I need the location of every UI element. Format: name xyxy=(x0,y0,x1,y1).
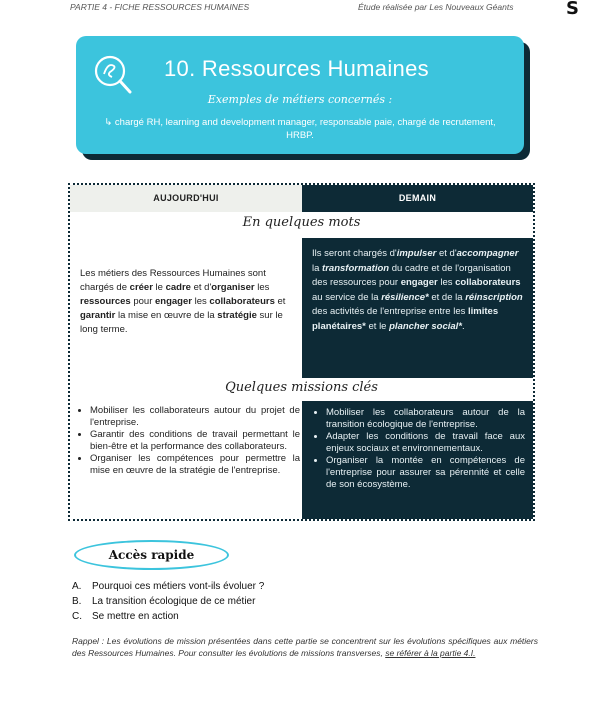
text-segment: des activités de l'entreprise entre les xyxy=(312,306,469,317)
text-segment: cadre xyxy=(165,282,191,293)
page-title: 10. Ressources Humaines xyxy=(164,56,429,81)
quick-access-title: Accès rapide xyxy=(74,540,229,570)
item-label: La transition écologique de ce métier xyxy=(92,596,256,607)
header-credit: Étude réalisée par Les Nouveaux Géants xyxy=(358,2,514,12)
brand-logo: S xyxy=(566,0,579,19)
text-segment: impulser xyxy=(396,248,437,259)
list-item: • Mobiliser les collaborateurs autour du projet de l'entreprise. xyxy=(90,405,300,429)
text-segment: et xyxy=(274,296,286,307)
item-letter: A. xyxy=(72,581,82,592)
text-segment: engager xyxy=(155,296,192,307)
quick-access-link-b[interactable] xyxy=(72,594,264,609)
quick-access-list xyxy=(72,579,264,624)
comparison-table xyxy=(68,183,535,521)
text-segment: et d' xyxy=(436,248,457,259)
text-segment: transformation xyxy=(322,262,390,274)
text-segment: collaborateurs xyxy=(209,296,275,307)
quick-access-link-a[interactable] xyxy=(72,579,264,594)
text-segment: pour xyxy=(130,296,155,307)
reminder-note xyxy=(72,635,538,659)
text-segment: engager xyxy=(400,277,438,288)
text-segment: le xyxy=(152,282,166,293)
item-label: Pourquoi ces métiers vont-ils évoluer ? xyxy=(92,581,265,592)
item-letter: B. xyxy=(72,596,82,607)
quick-access-link-c[interactable] xyxy=(72,609,264,624)
tomorrow-missions xyxy=(302,401,533,519)
hero-subtitle: Exemples de métiers concernés : xyxy=(207,93,393,106)
section-title-words: En quelques mots xyxy=(242,215,361,230)
list-item: • Adapter les conditions de travail face aux enjeux sociaux et environnementaux. xyxy=(326,431,525,455)
text-segment: et de la xyxy=(428,291,466,303)
text-segment: stratégie xyxy=(217,310,257,321)
text-segment: du cadre et de l'organisation des ressources pour xyxy=(312,262,511,288)
text-segment: les xyxy=(254,282,270,293)
text-segment: Les métiers des Ressources Humaines sont chargés de xyxy=(80,268,266,293)
item-letter: C. xyxy=(72,611,82,622)
text-segment: les xyxy=(191,296,210,307)
magnifier-icon xyxy=(90,52,136,98)
text-segment: organiser xyxy=(211,282,255,293)
page-header xyxy=(0,0,602,18)
text-segment: plancher social* xyxy=(389,320,462,332)
text-segment: ressources xyxy=(80,296,131,307)
list-item: • Mobiliser les collaborateurs autour de la transition écologique de l'entreprise. xyxy=(326,407,525,431)
list-item: • Organiser la montée en compétences de l'entreprise pour assurer sa pérennité et celle de son écosystème. xyxy=(326,455,525,491)
today-description xyxy=(80,267,300,337)
section-title-missions: Quelques missions clés xyxy=(225,380,378,395)
text-segment: réinscription xyxy=(465,291,523,303)
item-label: Se mettre en action xyxy=(92,611,179,622)
text-segment: collaborateurs xyxy=(455,277,521,288)
text-segment: garantir xyxy=(80,310,116,321)
text-segment: la xyxy=(312,262,323,274)
text-segment: la mise en œuvre de la xyxy=(115,310,218,321)
text-segment: . xyxy=(462,320,465,332)
list-item: • Organiser les compétences pour permettre la mise en œuvre de la stratégie de l'entreprise. xyxy=(90,453,300,477)
list-item: • Garantir des conditions de travail permettant le bien-être et la performance des collaborateurs. xyxy=(90,429,300,453)
text-segment: accompagner xyxy=(456,248,519,259)
example-jobs: ↳ chargé RH, learning and development manager, responsable paie, chargé de recrutement, HRBP. xyxy=(104,117,496,141)
today-missions xyxy=(74,405,300,477)
text-segment: sur le long terme. xyxy=(80,310,283,335)
text-segment: et d' xyxy=(190,282,212,293)
text-segment: et le xyxy=(365,320,390,332)
reminder-text: Rappel : Les évolutions de mission présentées dans cette partie se concentrent sur les évolutions spécifiques aux métiers des Ressources Humaines. Pour consulter les évolutions de missions transverses, xyxy=(72,636,538,658)
text-segment: au service de la xyxy=(312,291,382,303)
header-section-label: PARTIE 4 - FICHE RESSOURCES HUMAINES xyxy=(70,2,250,12)
column-header-tomorrow: DEMAIN xyxy=(302,185,533,212)
text-segment: créer xyxy=(129,282,153,293)
text-segment: les xyxy=(437,277,456,288)
text-segment: résilience* xyxy=(381,291,429,303)
column-header-today: AUJOURD'HUI xyxy=(70,185,302,212)
tomorrow-description xyxy=(302,238,533,378)
reminder-link[interactable]: se référer à la partie 4.I. xyxy=(385,648,476,658)
hero-card xyxy=(76,36,524,154)
text-segment: limites planétaires* xyxy=(312,306,499,332)
text-segment: Ils seront chargés d' xyxy=(312,248,397,259)
